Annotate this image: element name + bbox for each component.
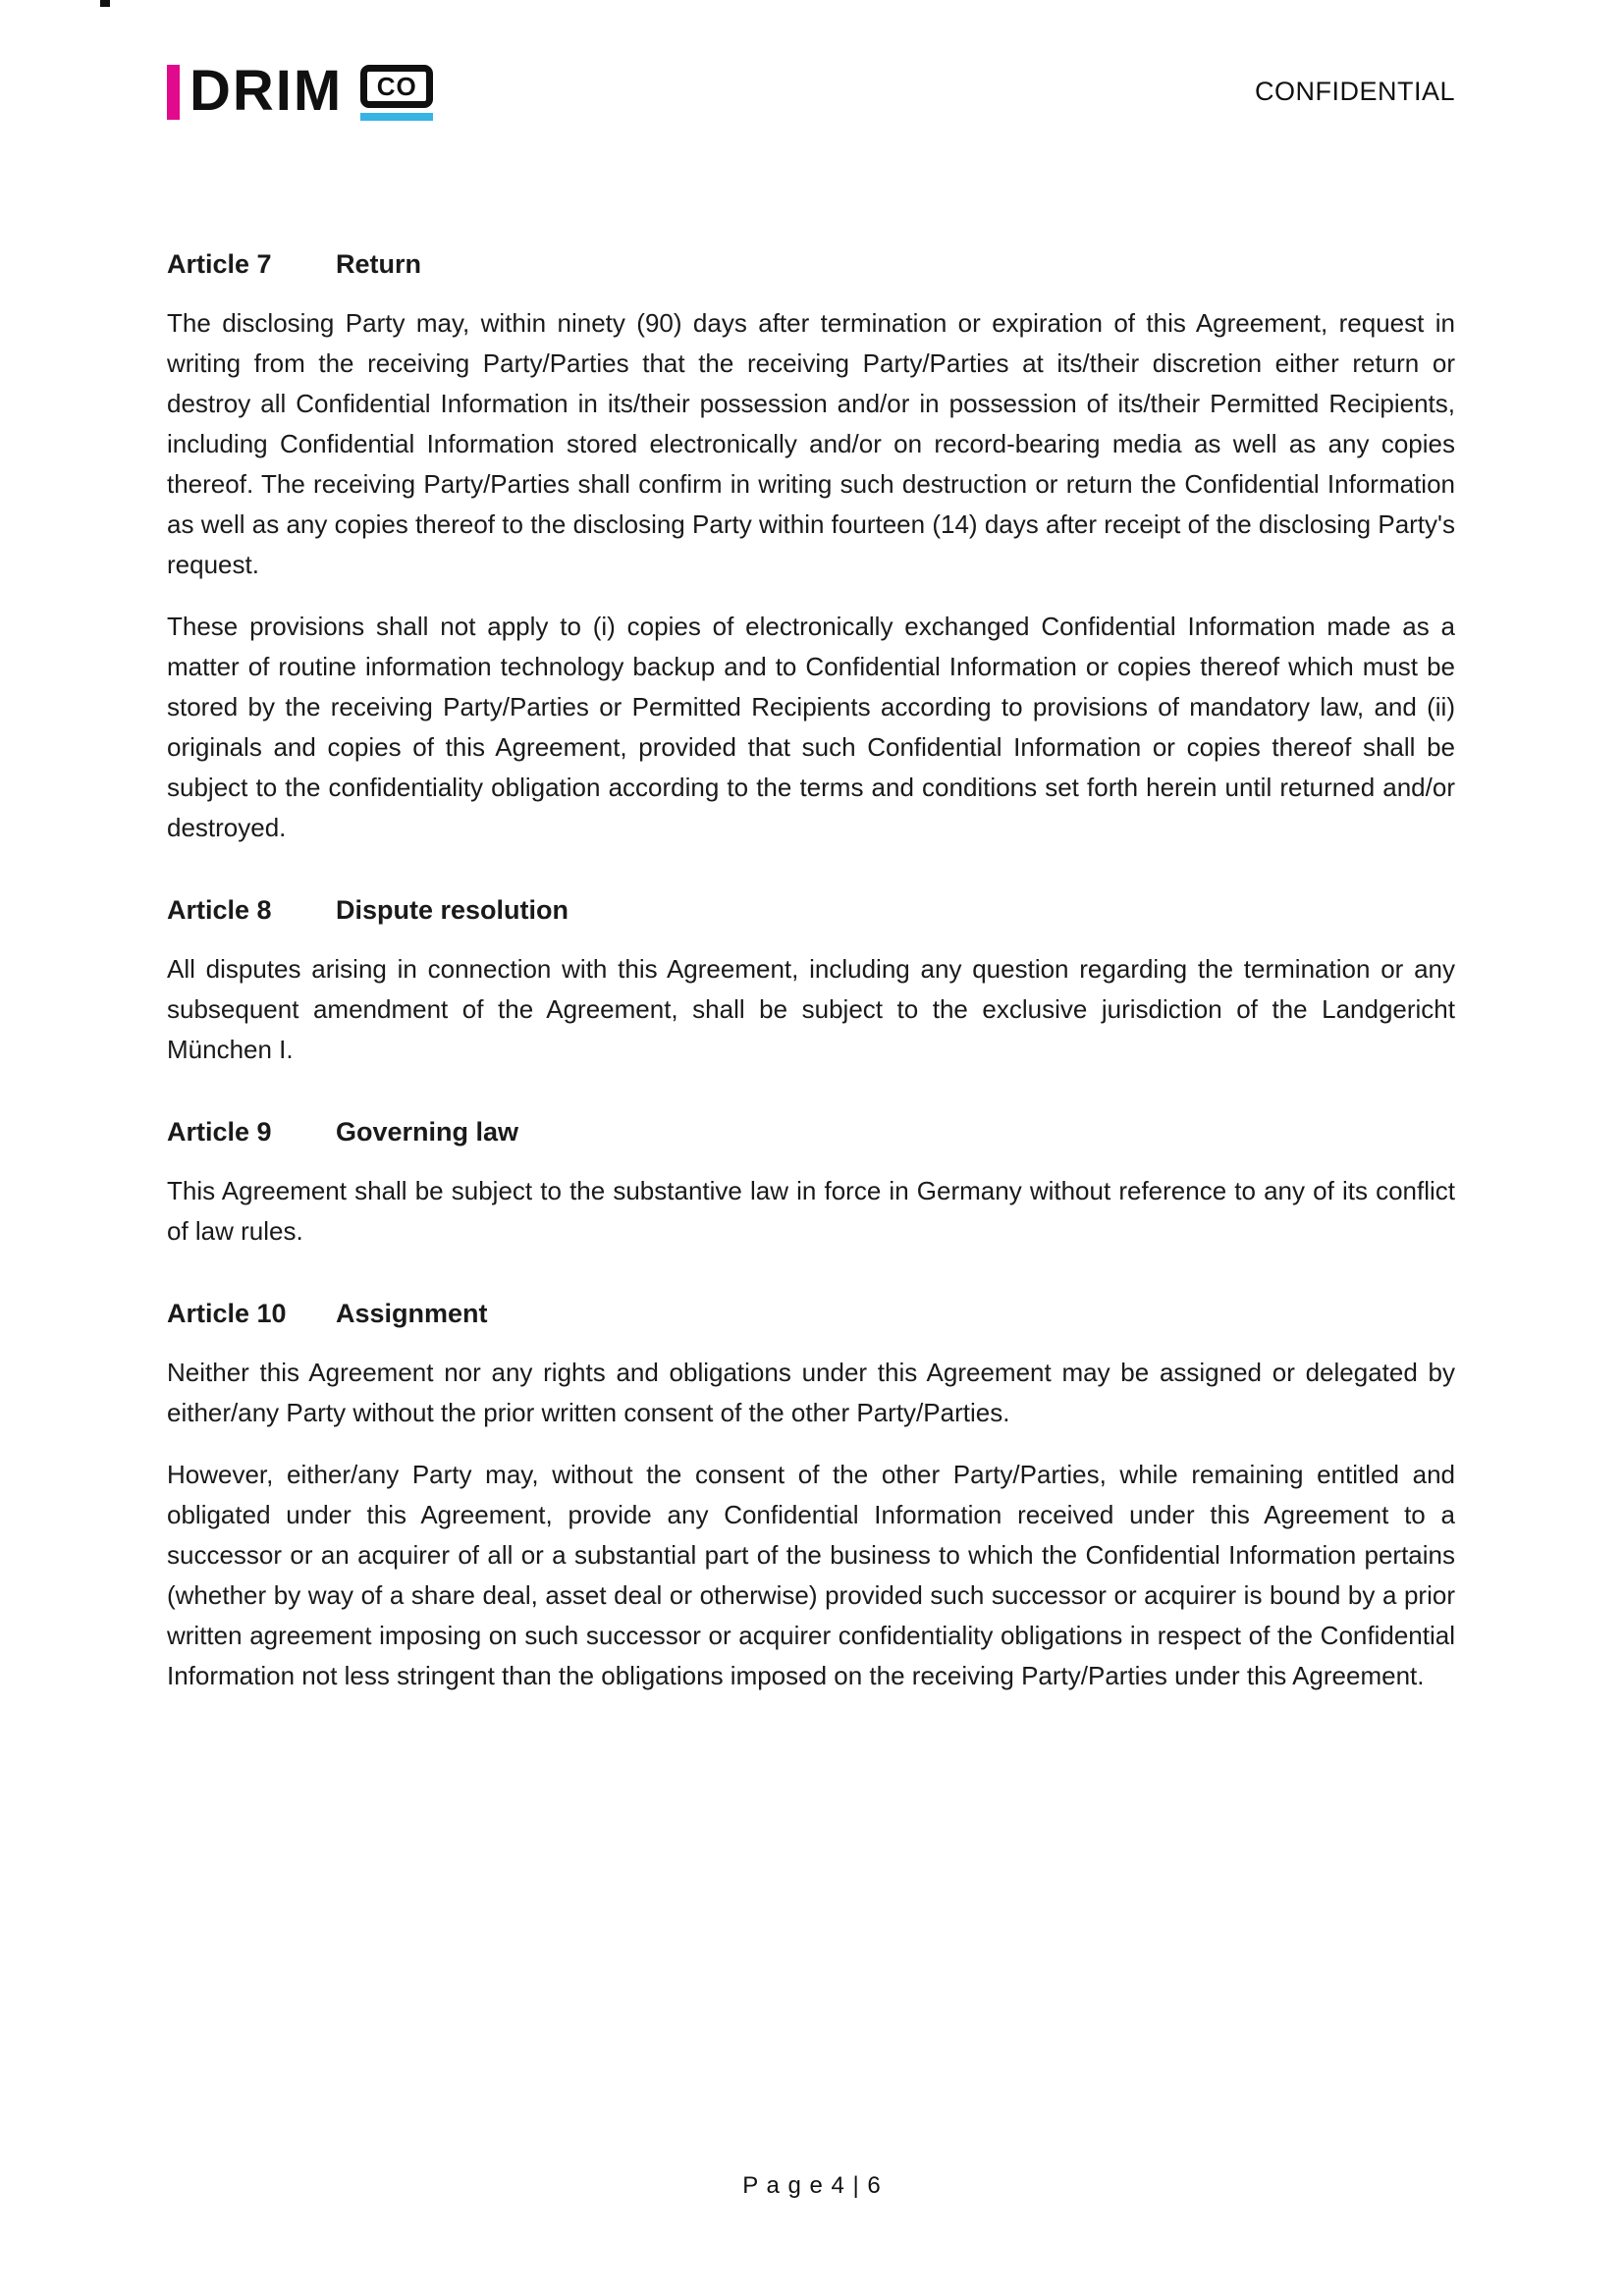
logo-pink-bar [167,65,180,120]
paragraph: However, either/any Party may, without the consent of the other Party/Parties, while remaining entitled and obligated under this Agreement, provide any Confidential Information received under this Agreement to a successor or an acquirer of all or a substantial part of the business to which the Confidential Information pertains (whether by way of a share deal, asset deal or otherwise) provided such successor or acquirer is bound by a prior written agreement imposing on such successor or acquirer confidentiality obligations in respect of the Confidential Information not less stringent than the obligations imposed on the receiving Party/Parties under this Agreement. [167,1460,1455,1690]
article-number: Article 7 [167,249,272,279]
logo-co-badge: CO [360,65,433,108]
paragraph: All disputes arising in connection with this Agreement, including any question regarding the termination or any subsequent amendment of the Agreement, shall be subject to the exclusive jurisdiction of the Landgericht München I. [167,954,1455,1064]
logo-cyan-underline [360,113,433,121]
article-heading [167,249,1455,280]
logo-i-dot [100,0,110,7]
article-title: Return [336,249,421,279]
article-title: Assignment [336,1299,488,1328]
drimco-logo [167,59,433,132]
paragraph: The disclosing Party may, within ninety (90) days after termination or expiration of this Agreement, request in writing from the receiving Party/Parties that the receiving Party/Parties at its/their discretion either return or destroy all Confidential Information in its/their possession and/or in possession of its/their Permitted Recipients, including Confidential Information stored electronically and/or on record-bearing media as well as any copies thereof. The receiving Party/Parties shall confirm in writing such destruction or return the Confidential Information as well as any copies thereof to the disclosing Party within fourteen (14) days after receipt of the disclosing Party's request. [167,308,1455,579]
article-10-section [167,1299,1455,1696]
page-header [167,59,1455,132]
article-title: Governing law [336,1117,519,1147]
article-8-section [167,895,1455,1070]
article-number: Article 10 [167,1299,287,1328]
paragraph: This Agreement shall be subject to the substantive law in force in Germany without reference to any of its conflict of law rules. [167,1176,1455,1246]
confidential-label: CONFIDENTIAL [1254,77,1455,106]
page-footer [0,2172,1624,2200]
article-title: Dispute resolution [336,895,569,925]
article-number: Article 9 [167,1117,272,1147]
article-9-section [167,1117,1455,1252]
article-7-section [167,249,1455,848]
logo-wordmark: DRIM [189,59,344,123]
document-body [167,249,1455,1696]
article-heading [167,1299,1455,1329]
logo-co-badge-wrap [360,65,433,121]
article-number: Article 8 [167,895,272,925]
paragraph: These provisions shall not apply to (i) copies of electronically exchanged Confidential Information made as a matter of routine information technology backup and to Confidential Information or copies thereof which must be stored by the receiving Party/Parties or Permitted Recipients according to provisions of mandatory law, and (ii) originals and copies of this Agreement, provided that such Confidential Information or copies thereof shall be subject to the confidentiality obligation according to the terms and conditions set forth herein until returned and/or destroyed. [167,612,1455,842]
paragraph: Neither this Agreement nor any rights and obligations under this Agreement may be assigned or delegated by either/any Party without the prior written consent of the other Party/Parties. [167,1358,1455,1427]
page-number: P a g e 4 | 6 [742,2172,882,2199]
article-heading [167,895,1455,926]
article-heading [167,1117,1455,1148]
